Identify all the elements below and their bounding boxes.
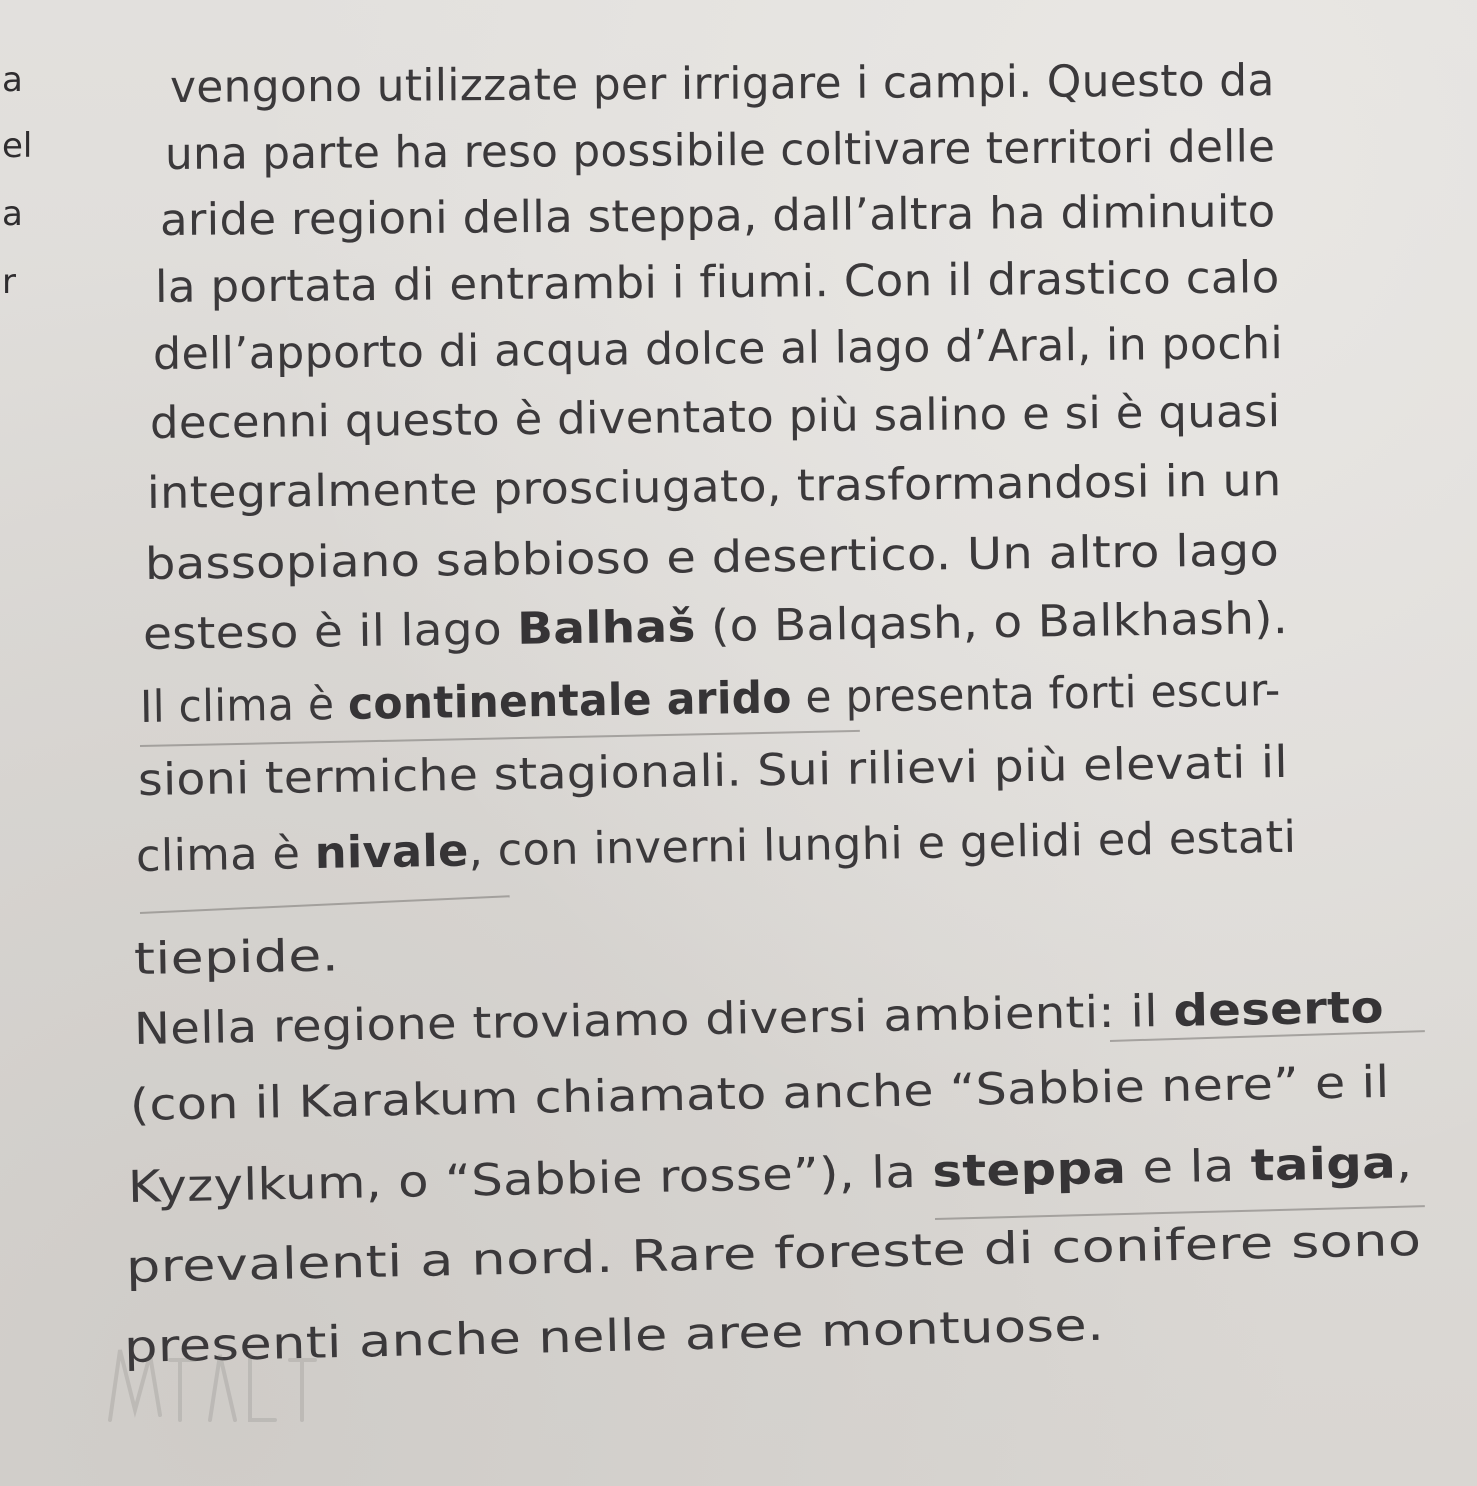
text-line — [134, 928, 340, 988]
text-run: dell’apporto di acqua dolce al lago d’Aral, in pochi — [152, 318, 1284, 380]
text-run: bassopiano sabbioso e desertico. Un altro lago — [144, 525, 1280, 590]
margin-fragment: a — [2, 194, 23, 234]
text-line — [170, 53, 1275, 116]
text-run: , — [1395, 1137, 1413, 1189]
text-line — [153, 316, 1284, 383]
text-run: tiepide. — [133, 930, 340, 985]
faint-handwriting-mark — [100, 1330, 360, 1440]
text-line — [150, 384, 1281, 452]
text-line — [155, 250, 1280, 316]
text-run: , con inverni lunghi e gelidi ed estati — [468, 811, 1297, 877]
text-line — [127, 1135, 1412, 1216]
text-run: (o Balqash, o Balkhash). — [695, 593, 1289, 653]
bold-term: deserto — [1173, 982, 1385, 1037]
text-line — [165, 119, 1276, 183]
text-run: presenti anche nelle aree montuose. — [123, 1299, 1105, 1373]
text-run: (con il Karakum chiamato anche “Sabbie nere” e il — [129, 1056, 1390, 1131]
text-line — [129, 1055, 1390, 1134]
text-run: prevalenti a nord. Rare foreste di conifere sono — [125, 1214, 1422, 1293]
text-line — [138, 735, 1289, 809]
text-run: aride regioni della steppa, dall’altra ha diminuito — [159, 186, 1276, 246]
text-line — [134, 980, 1385, 1058]
text-run: integralmente prosciugato, trasformandosi in un — [146, 455, 1282, 519]
text-line — [125, 1213, 1421, 1296]
text-run: sioni termiche stagionali. Sui rilievi più elevati il — [137, 736, 1289, 806]
bold-term: taiga — [1250, 1137, 1397, 1192]
text-line — [143, 591, 1289, 663]
text-run: decenni questo è diventato più salino e si è quasi — [149, 386, 1281, 449]
bold-term: Balhaš — [516, 601, 697, 655]
bold-term: nivale — [314, 825, 470, 880]
text-run: Nella regione troviamo diversi ambienti: il — [133, 985, 1174, 1055]
text-run: vengono utilizzate per irrigare i campi. Questo da — [169, 55, 1275, 113]
text-run: la portata di entrambi i fiumi. Con il drastico calo — [154, 252, 1280, 313]
margin-fragment: r — [2, 262, 16, 302]
bold-term: steppa — [931, 1142, 1127, 1198]
margin-fragment: el — [2, 126, 32, 166]
text-line — [140, 663, 1281, 736]
bold-term: continentale arido — [347, 672, 793, 730]
margin-fragment: a — [2, 60, 23, 100]
text-run: Kyzylkum, o “Sabbie rosse”), la — [127, 1146, 933, 1213]
text-run: esteso è il lago — [142, 603, 518, 660]
text-run: Il clima è — [139, 678, 349, 733]
text-run: e la — [1125, 1140, 1252, 1194]
text-line — [147, 453, 1282, 522]
text-run: e presenta forti escur- — [791, 665, 1281, 724]
text-line — [145, 523, 1280, 593]
text-run: una parte ha reso possibile coltivare territori delle — [164, 121, 1276, 180]
text-line — [136, 810, 1297, 885]
text-run: clima è — [135, 828, 316, 882]
text-line — [160, 184, 1276, 249]
